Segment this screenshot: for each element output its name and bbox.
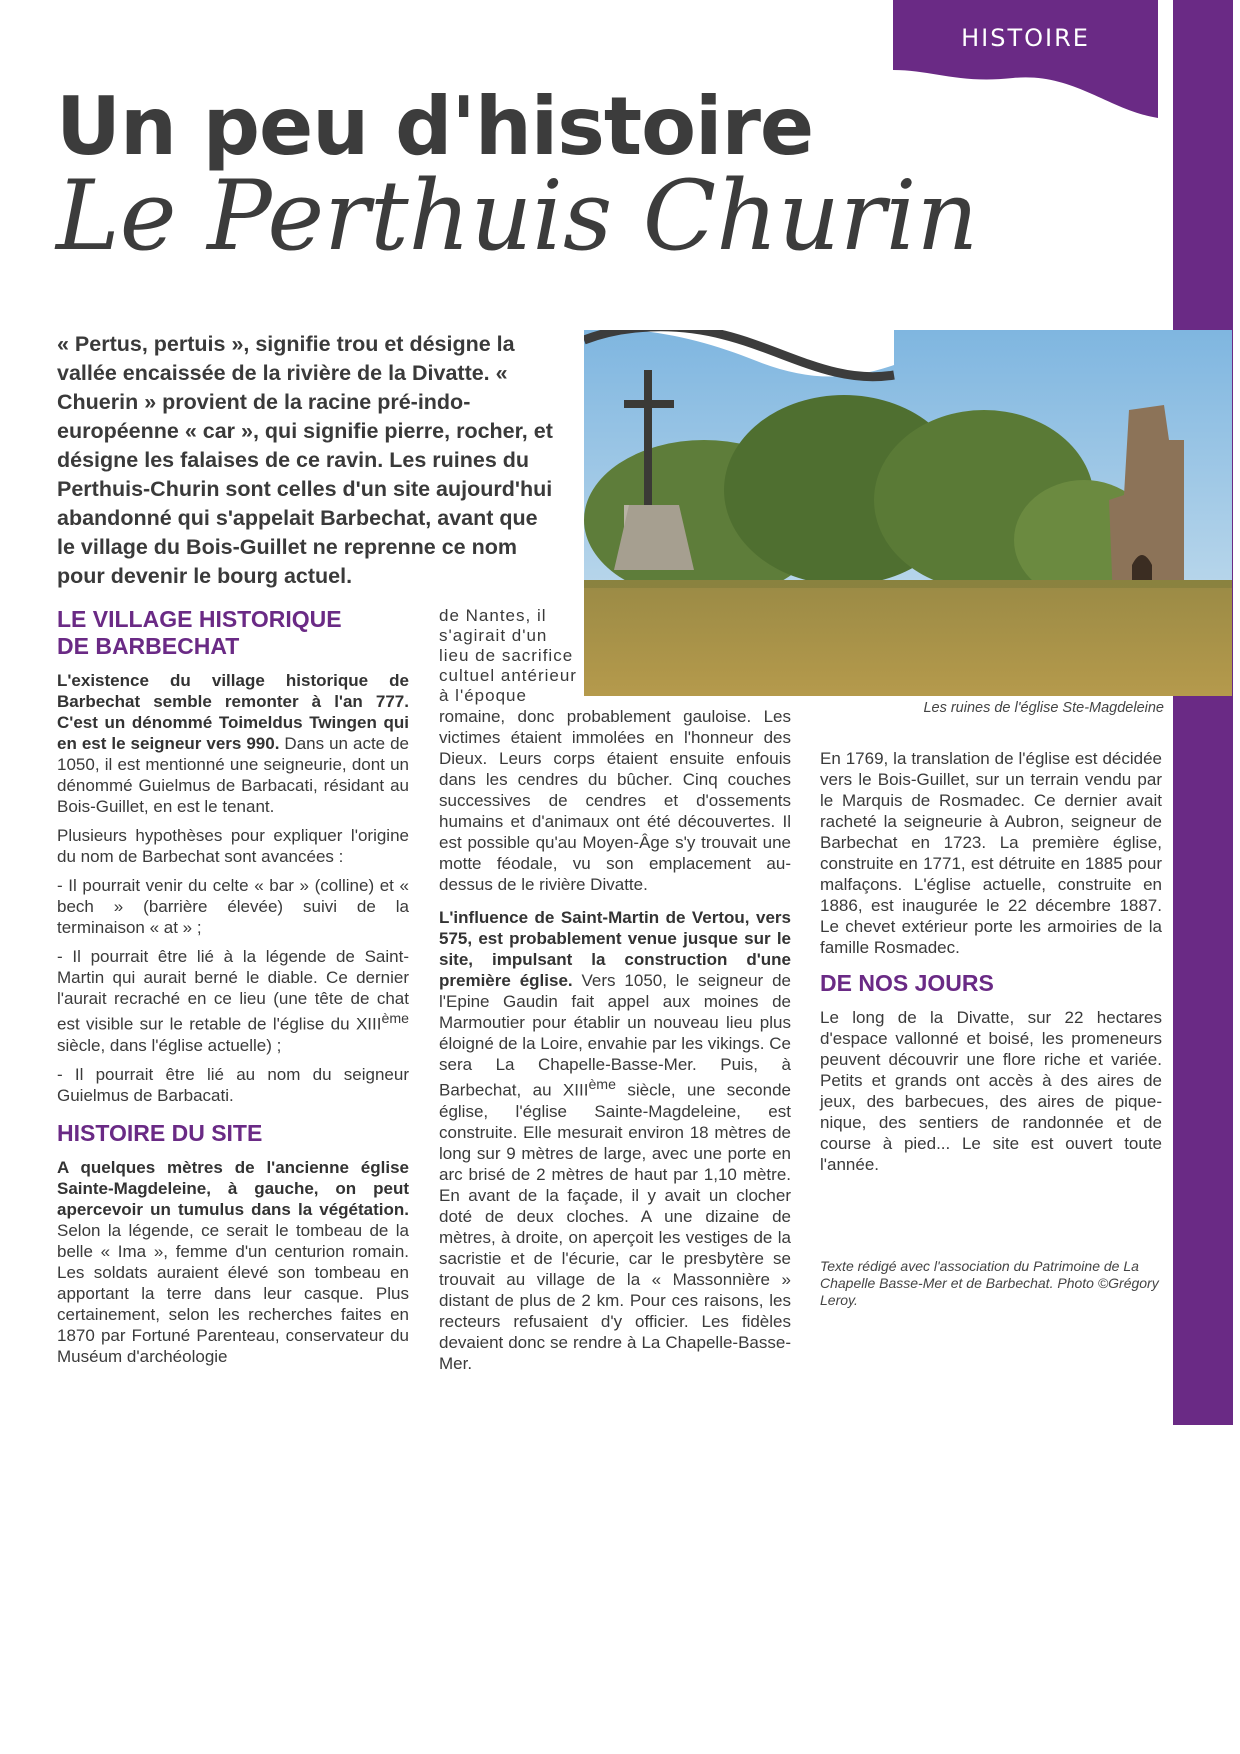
village-paragraph-4 — [57, 946, 409, 1056]
site-paragraph-1 — [57, 1157, 409, 1367]
column-left — [57, 606, 409, 1375]
village-paragraph-2: Plusieurs hypothèses pour expliquer l'origine du nom de Barbechat sont avancées : — [57, 826, 409, 866]
heading-site: HISTOIRE DU SITE — [57, 1119, 263, 1146]
section-tab-label: HISTOIRE — [961, 24, 1090, 52]
village-paragraph-3: - Il pourrait venir du celte « bar » (colline) et « bech » (barrière élevée) suivi de la terminaison « at » ; — [57, 876, 409, 937]
village-paragraph-1 — [57, 670, 409, 817]
photo-credit: Texte rédigé avec l'association du Patrimoine de La Chapelle Basse-Mer et de Barbechat. Photo ©Grégory Leroy. — [820, 1258, 1159, 1308]
village-p4-superscript: ème — [381, 1011, 409, 1027]
photo-caption: Les ruines de l'église Ste-Magdeleine — [923, 700, 1164, 716]
village-p4-text-a: - Il pourrait être lié à la légende de Saint-Martin qui aurait berné le diable. Ce dernier l'aurait recraché en ce lieu (une tête de chat est visible sur le retable de l'église du XIII — [57, 947, 409, 1034]
page-subtitle: Le Perthuis Churin — [56, 160, 979, 272]
heading-village-line1: LE VILLAGE HISTORIQUE — [57, 606, 342, 632]
today-paragraph: Le long de la Divatte, sur 22 hectares d'espace vallonné et boisé, les promeneurs peuvent découvrir une flore riche et variée. Petits et grands ont accès à des aires de jeux, des barbecues, des aires de pique-nique, des sentiers de randonnée et de course à pied... Le site est ouvert toute l'année. — [820, 1008, 1162, 1174]
intro-paragraph: « Pertus, pertuis », signifie trou et désigne la vallée encaissée de la rivière de la Divatte. « Chuerin » provient de la racine pré-indo-européenne « car », qui signifie pierre, rocher, et désigne les falaises de ce ravin. Les ruines du Perthuis-Churin sont celles d'un site aujourd'hui abandonné qui s'appelait Barbechat, avant que le village du Bois-Guillet ne reprenne ce nom pour devenir le bourg actuel. — [57, 332, 553, 588]
site-lead-text: A quelques mètres de l'ancienne église Sainte-Magdeleine, à gauche, on peut apercevoir un tumulus dans la végétation. — [57, 1157, 409, 1219]
heading-village — [57, 606, 409, 660]
site-body-text: Selon la légende, ce serait le tombeau de la belle « Ima », femme d'un centurion romain. Les soldats auraient élevé son tombeau en apportant la terre dans leur casque. Plus certainement, selon les recherches faites en 1870 par Fortuné Parenteau, conservateur du Muséum d'archéologie — [57, 1220, 409, 1366]
section-tab — [893, 0, 1158, 125]
heading-today: DE NOS JOURS — [820, 970, 994, 996]
site-paragraph-1-continued: de Nantes, il s'agirait d'un lieu de sacrifice cultuel antérieur à l'époque — [439, 606, 577, 705]
column-right — [820, 748, 1162, 1183]
site-paragraph-3: En 1769, la translation de l'église est décidée vers le Bois-Guillet, sur un terrain vendu par le Marquis de Rosmadec. Ce dernier avait racheté la seigneurie à Aubron, seigneur de Barbechat en 1723. La première église, construite en 1771, est détruite en 1885 pour malfaçons. L'église actuelle, construite en 1886, est inaugurée le 22 décembre 1887. Le chevet extérieur porte les armoiries de la famille Rosmadec. — [820, 749, 1162, 957]
village-lead-text: L'existence du village historique de Barbechat semble remonter à l'an 777. C'est un dénommé Toimeldus Twingen qui en est le seigneur vers 990. — [57, 671, 409, 753]
site-p2-lead-text: L'influence de Saint-Martin de Vertou, vers 575, est probablement venue jusque sur le site, impulsant la construction d'une première église. — [439, 908, 791, 990]
village-body-text: Dans un acte de 1050, il est mentionné une seigneurie, dont un dénommé Guielmus de Barbacati, résidant au Bois-Guillet, en est le tenant. — [57, 734, 410, 816]
heading-village-line2: DE BARBECHAT — [57, 633, 240, 659]
site-p2-text-a: Vers 1050, le seigneur de l'Epine Gaudin fait appel aux moines de Marmoutier pour établir un nouveau lieu plus éloigné de la Loire, envahie par les vikings. Ce sera La Chapelle-Basse-Mer. Puis, à Barbechat, au XIII — [439, 971, 791, 1100]
section-tab-shape — [893, 0, 1158, 125]
village-p4-text-b: siècle, dans l'église actuelle) ; — [57, 1035, 282, 1055]
site-paragraph-2 — [439, 907, 791, 1374]
page-title: Un peu d'histoire — [56, 80, 814, 173]
column-middle — [439, 606, 791, 1382]
site-p2-text-b: siècle, une seconde église, l'église Sainte-Magdeleine, est construite. Elle mesurait environ 18 mètres de long sur 9 mètres de large, avec une porte en arc brisé de 2 mètres de haut par 1,10 mètre. En avant de la façade, il y avait un clocher doté de deux cloches. A une dizaine de mètres, à droite, on aperçoit les vestiges de la sacristie et de l'écurie, car le presbytère se trouvait au village de la « Massonnière » distant de plus de 2 km. Pour ces raisons, les recteurs refusaient d'y officier. Les fidèles devaient donc se rendre à La Chapelle-Basse-Mer. — [439, 1080, 791, 1373]
purple-side-bar — [1173, 0, 1233, 1425]
site-p2-superscript: ème — [588, 1077, 616, 1093]
site-paragraph-1-end: romaine, donc probablement gauloise. Les victimes étaient immolées en l'honneur des Dieux. Leurs corps étaient ensuite enfouis dans les cendres du bûcher. Cinq couches successives de cendres et d'ossements humains et d'animaux ont été découvertes. Il est possible qu'au Moyen-Âge s'y trouvait une motte féodale, vu son emplacement au-dessus de le rivière Divatte. — [439, 707, 791, 894]
village-paragraph-5: - Il pourrait être lié au nom du seigneur Guielmus de Barbacati. — [57, 1064, 409, 1105]
